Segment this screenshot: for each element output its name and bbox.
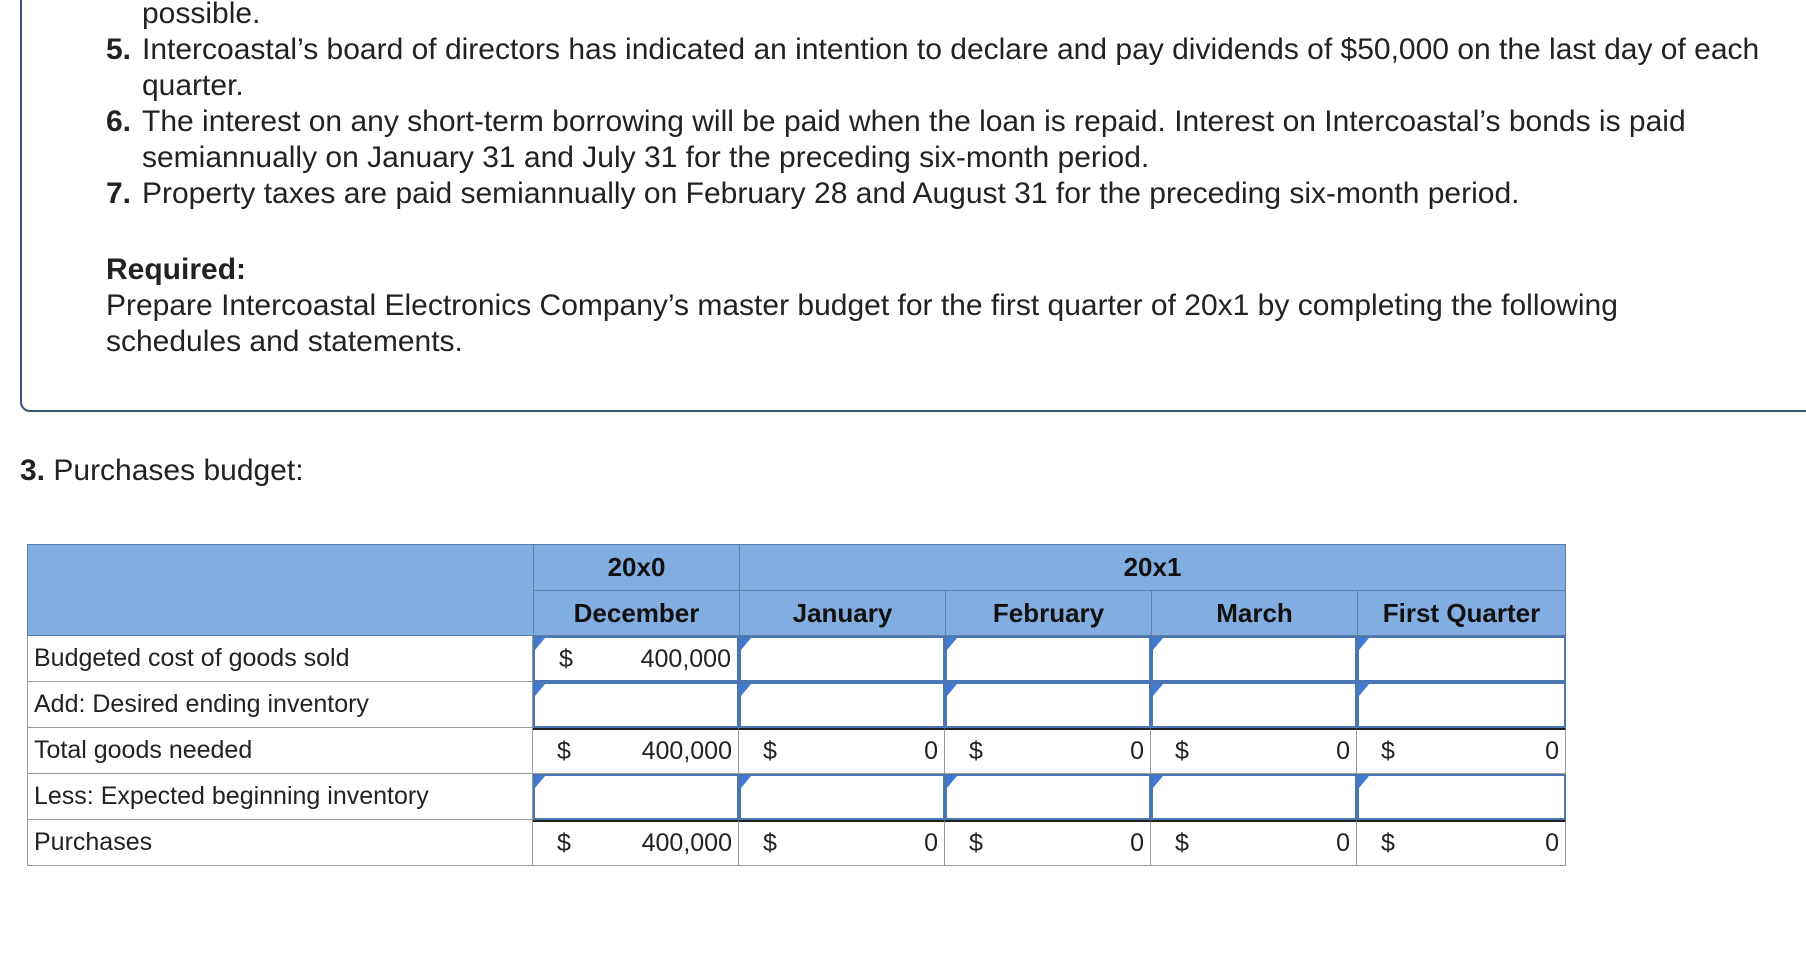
currency-symbol: $ — [1175, 829, 1189, 857]
cell-value: 0 — [1336, 829, 1350, 857]
cell-value: 0 — [1130, 829, 1144, 857]
row-label: Less: Expected beginning inventory — [27, 774, 533, 820]
input-cell-january[interactable] — [739, 682, 945, 728]
required-heading: Required: — [106, 253, 247, 286]
total-cell-march — [1151, 820, 1357, 866]
total-cell-february — [945, 728, 1151, 774]
cell-value: 0 — [924, 737, 938, 765]
column-header-february: February — [945, 590, 1152, 636]
column-header-first-quarter: First Quarter — [1357, 590, 1566, 636]
currency-symbol: $ — [557, 737, 571, 765]
section-heading — [20, 453, 304, 489]
total-cell-january — [739, 728, 945, 774]
input-cell-january[interactable] — [739, 774, 945, 820]
item-text: The interest on any short-term borrowing will be paid when the loan is repaid. Interest on Intercoastal’s bonds is paid semiannually on January 31 and July 31 for the preceding six-month period. — [142, 105, 1686, 174]
cell-value: 400,000 — [641, 829, 732, 857]
total-cell-january — [739, 820, 945, 866]
header-year-20x0: 20x0 — [533, 544, 740, 591]
cell-value: 400,000 — [640, 644, 731, 673]
input-cell-march[interactable] — [1151, 636, 1357, 682]
currency-symbol: $ — [763, 737, 777, 765]
cell-value: 0 — [1336, 737, 1350, 765]
input-cell-december[interactable] — [533, 774, 739, 820]
cell-value: 400,000 — [641, 737, 732, 765]
currency-symbol: $ — [969, 737, 983, 765]
input-cell-december[interactable] — [533, 636, 739, 682]
header-year-20x1: 20x1 — [739, 544, 1566, 591]
input-cell-january[interactable] — [739, 636, 945, 682]
currency-symbol: $ — [1381, 829, 1395, 857]
column-header-december: December — [533, 590, 740, 636]
currency-symbol: $ — [559, 644, 573, 673]
total-cell-first-quarter — [1357, 728, 1566, 774]
input-cell-february[interactable] — [945, 636, 1151, 682]
input-cell-first-quarter[interactable] — [1357, 774, 1566, 820]
input-cell-first-quarter[interactable] — [1357, 682, 1566, 728]
currency-symbol: $ — [1175, 737, 1189, 765]
total-cell-march — [1151, 728, 1357, 774]
currency-symbol: $ — [1381, 737, 1395, 765]
input-cell-first-quarter[interactable] — [1357, 636, 1566, 682]
currency-symbol: $ — [969, 829, 983, 857]
row-label: Add: Desired ending inventory — [27, 682, 533, 728]
section-title: Purchases budget: — [53, 454, 304, 487]
column-header-march: March — [1151, 590, 1358, 636]
row-label: Purchases — [27, 820, 533, 866]
header-blank-cell — [27, 544, 534, 636]
row-label: Budgeted cost of goods sold — [27, 636, 533, 682]
cell-value: 0 — [924, 829, 938, 857]
cell-value: 0 — [1130, 737, 1144, 765]
continued-text: possible. — [142, 0, 261, 30]
input-cell-february[interactable] — [945, 774, 1151, 820]
total-cell-first-quarter — [1357, 820, 1566, 866]
total-cell-december — [533, 728, 739, 774]
currency-symbol: $ — [557, 829, 571, 857]
item-text: Intercoastal’s board of directors has indicated an intention to declare and pay dividends of $50,000 on the last day of each quarter. — [142, 33, 1760, 102]
cell-value: 0 — [1545, 737, 1559, 765]
input-cell-march[interactable] — [1151, 774, 1357, 820]
total-cell-december — [533, 820, 739, 866]
required-text: Prepare Intercoastal Electronics Company’s master budget for the first quarter of 20x1 by completing the following schedules and statements. — [106, 289, 1618, 358]
section-number: 3. — [20, 454, 46, 487]
input-cell-march[interactable] — [1151, 682, 1357, 728]
total-cell-february — [945, 820, 1151, 866]
currency-symbol: $ — [763, 829, 777, 857]
purchases-budget-table — [27, 544, 1566, 864]
item-text: Property taxes are paid semiannually on February 28 and August 31 for the preceding six-month period. — [142, 177, 1520, 210]
cell-value: 0 — [1545, 829, 1559, 857]
item-number: 5. — [106, 33, 132, 66]
input-cell-february[interactable] — [945, 682, 1151, 728]
column-header-january: January — [739, 590, 946, 636]
item-number: 6. — [106, 105, 132, 138]
item-number: 7. — [106, 177, 132, 210]
input-cell-december[interactable] — [533, 682, 739, 728]
row-label: Total goods needed — [27, 728, 533, 774]
